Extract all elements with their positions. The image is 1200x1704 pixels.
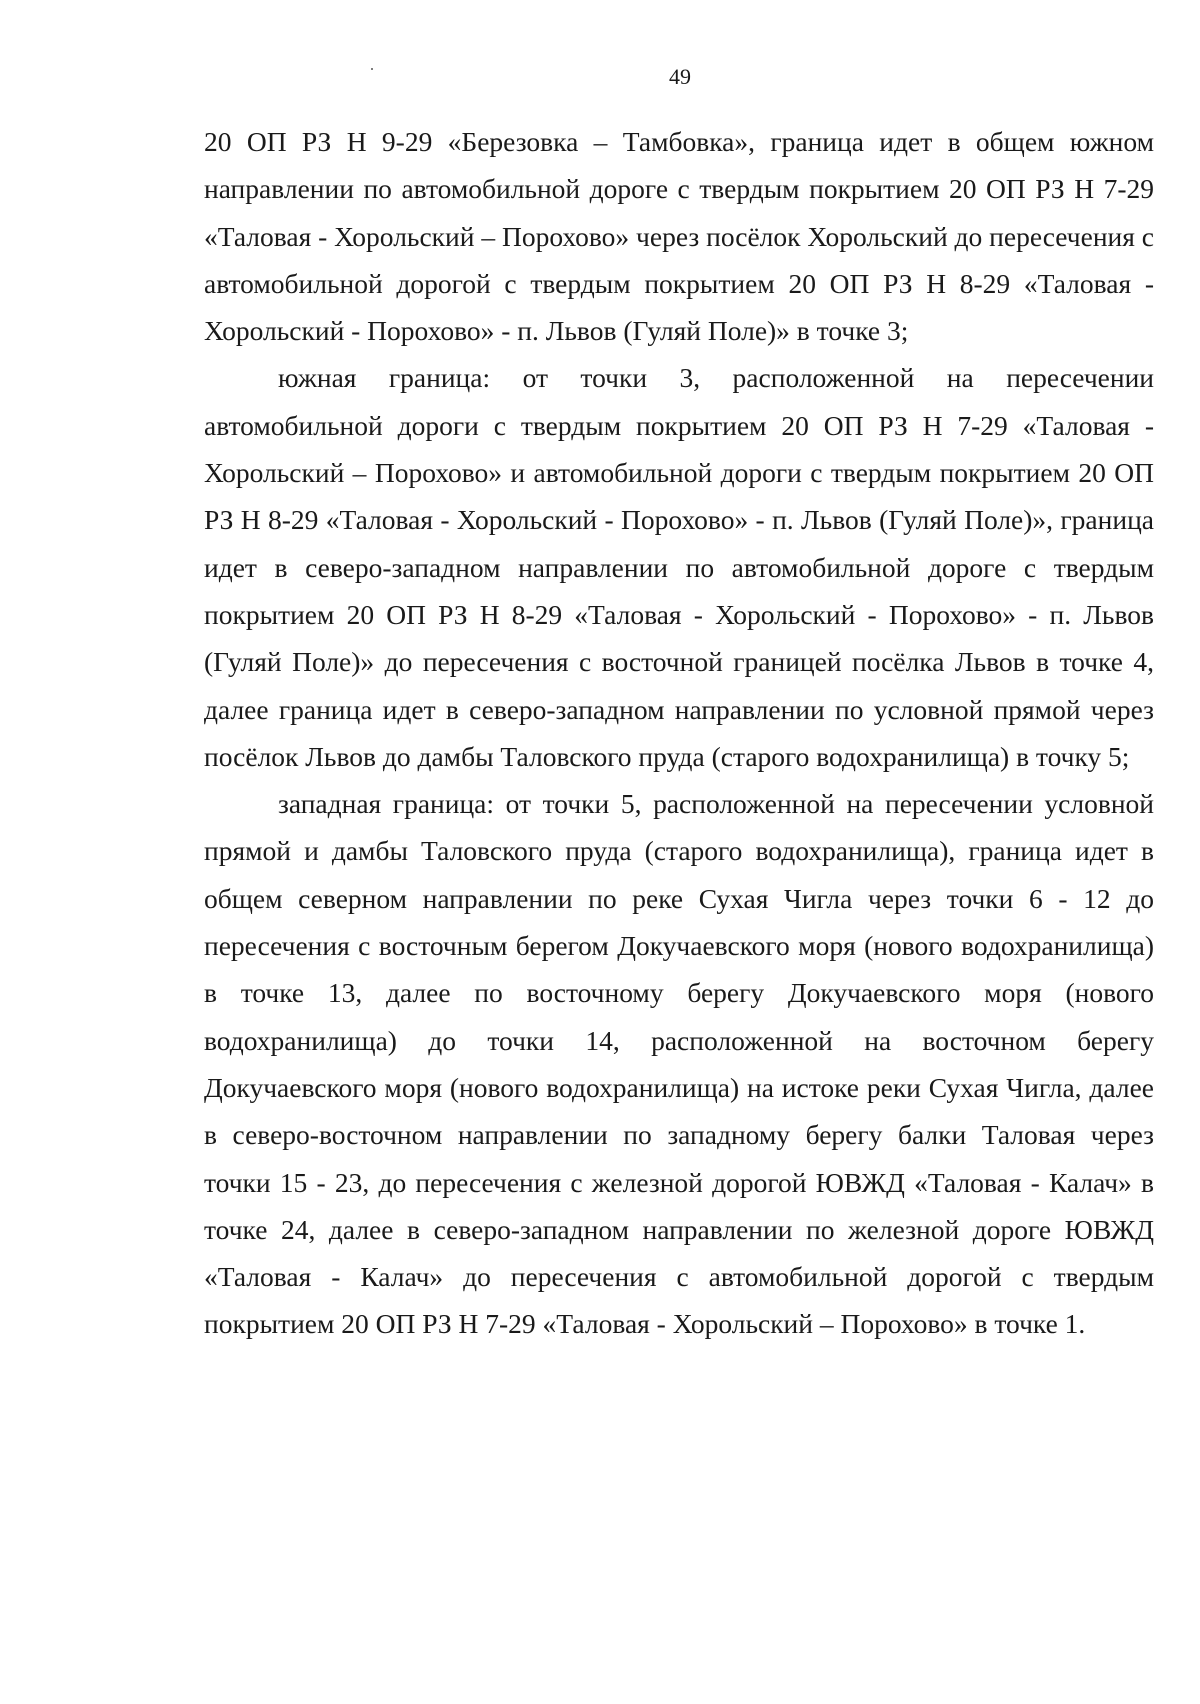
paragraph-west-boundary: западная граница: от точки 5, расположенной на пересечении условной прямой и дамбы Таловского пруда (старого водохранилища), граница идет в общем северном направлении по реке Сухая Чигла через точки 6 - 12 до пересечения с восточным берегом Докучаевского моря (нового водохранилища) в точке 13, далее по восточному берегу Докучаевского моря (нового водохранилища) до точки 14, расположенной на восточном берегу Докучаевского моря (нового водохранилища) на истоке реки Сухая Чигла, далее в северо-восточном направлении по западному берегу балки Таловая через точки 15 - 23, до пересечения с железной дорогой ЮВЖД «Таловая - Калач» в точке 24, далее в северо-западном направлении по железной дороге ЮВЖД «Таловая - Калач» до пересечения с автомобильной дорогой с твердым покрытием 20 ОП РЗ Н 7-29 «Таловая - Хорольский – Порохово» в точке 1. — [204, 788, 1154, 1340]
body-text — [204, 118, 1154, 1348]
paragraph-south-boundary: южная граница: от точки 3, расположенной на пересечении автомобильной дороги с твердым покрытием 20 ОП РЗ Н 7-29 «Таловая - Хорольский – Порохово» и автомобильной дороги с твердым покрытием 20 ОП РЗ Н 8-29 «Таловая - Хорольский - Порохово» - п. Львов (Гуляй Поле)», граница идет в северо-западном направлении по автомобильной дороге с твердым покрытием 20 ОП РЗ Н 8-29 «Таловая - Хорольский - Порохово» - п. Львов (Гуляй Поле)» до пересечения с восточной границей посёлка Львов в точке 4, далее граница идет в северо-западном направлении по условной прямой через посёлок Львов до дамбы Таловского пруда (старого водохранилища) в точку 5; — [204, 362, 1154, 772]
page-number: 49 — [669, 64, 691, 89]
paragraph-east-boundary-continuation: 20 ОП РЗ Н 9-29 «Березовка – Тамбовка», граница идет в общем южном направлении по автомобильной дороге с твердым покрытием 20 ОП РЗ Н 7-29 «Таловая - Хорольский – Порохово» через посёлок Хорольский до пересечения с автомобильной дорогой с твердым покрытием 20 ОП РЗ Н 8-29 «Таловая - Хорольский - Порохово» - п. Львов (Гуляй Поле)» в точке 3; — [204, 126, 1154, 347]
